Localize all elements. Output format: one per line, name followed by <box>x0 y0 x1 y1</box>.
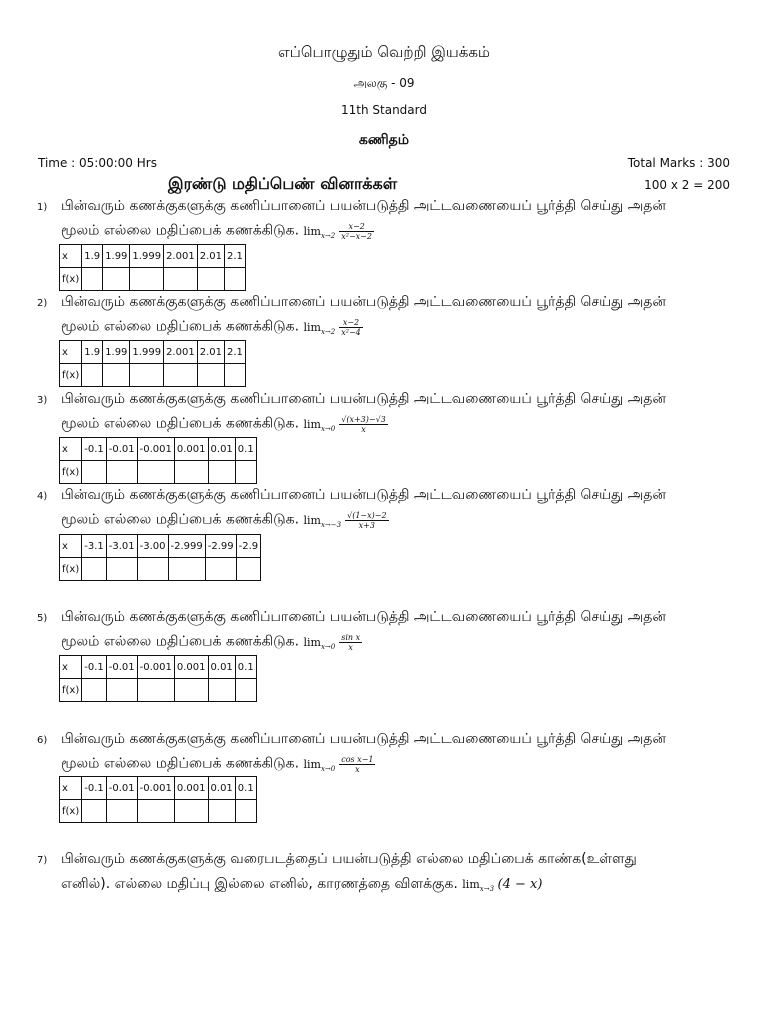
fx-cell <box>82 558 107 581</box>
question-line-2 <box>61 415 388 434</box>
x-cell: 1.999 <box>130 245 164 268</box>
question-line-2 <box>61 633 362 652</box>
table-row-fx <box>60 461 257 484</box>
question-line-1: பின்வரும் கணக்குகளுக்கு கணிப்பானைப் பயன்படுத்தி அட்டவணையைப் பூர்த்தி செய்து அதன் <box>61 731 666 747</box>
fraction-denominator: x <box>348 643 353 652</box>
lim-subscript: x→3 <box>479 885 495 893</box>
lim-operator: lim <box>462 878 480 891</box>
x-cell: -0.001 <box>137 656 174 679</box>
x-cell: -2.99 <box>205 535 236 558</box>
fraction <box>339 633 362 652</box>
limit-expression <box>303 222 373 241</box>
fx-cell <box>174 800 208 823</box>
fx-cell <box>235 461 256 484</box>
lim-subscript: x→0 <box>320 642 336 651</box>
question-number: 6) <box>37 735 48 746</box>
limit-expression <box>303 755 375 774</box>
fx-cell <box>164 268 198 291</box>
fx-cell <box>235 800 256 823</box>
fx-cell <box>130 364 164 387</box>
fx-cell <box>164 364 198 387</box>
question-line-2 <box>61 876 542 894</box>
x-cell: 0.01 <box>208 438 235 461</box>
x-cell: 0.1 <box>235 777 256 800</box>
question-line-2 <box>61 222 374 241</box>
lim-subscript: x→2 <box>320 327 336 336</box>
fx-cell <box>137 800 174 823</box>
fraction-denominator: x²−x−2 <box>341 232 372 241</box>
x-cell: -3.00 <box>137 535 168 558</box>
lim-subscript: x→−3 <box>320 520 342 529</box>
fraction-denominator: x+3 <box>358 521 375 530</box>
question-line-2 <box>61 511 389 530</box>
fx-cell <box>208 800 235 823</box>
question-text: மூலம் எல்லை மதிப்பைக் கணக்கிடுக. <box>61 755 300 772</box>
x-cell: 0.1 <box>235 656 256 679</box>
fx-cell <box>224 364 245 387</box>
fraction-numerator: cos x−1 <box>341 755 374 764</box>
table-row-x <box>60 341 246 364</box>
question-line-2 <box>61 318 363 337</box>
fraction <box>345 511 388 530</box>
unit-label: அலகு - 09 <box>353 76 415 90</box>
fraction-numerator: √(x+3)−√3 <box>341 415 386 424</box>
question-number: 4) <box>37 491 48 502</box>
question-line-1: பின்வரும் கணக்குகளுக்கு கணிப்பானைப் பயன்படுத்தி அட்டவணையைப் பூர்த்தி செய்து அதன் <box>61 294 666 310</box>
time-label: Time : 05:00:00 Hrs <box>38 156 157 170</box>
question-number: 5) <box>37 613 48 624</box>
question-text: மூலம் எல்லை மதிப்பைக் கணக்கிடுக. <box>61 222 300 239</box>
fx-cell <box>130 268 164 291</box>
question-text: மூலம் எல்லை மதிப்பைக் கணக்கிடுக. <box>61 415 300 432</box>
question-line-1: பின்வரும் கணக்குகளுக்கு கணிப்பானைப் பயன்படுத்தி அட்டவணையைப் பூர்த்தி செய்து அதன் <box>61 487 666 503</box>
fx-cell <box>208 461 235 484</box>
row-label: f(x) <box>60 800 82 823</box>
row-label: x <box>60 438 82 461</box>
fx-cell <box>106 679 137 702</box>
fx-cell <box>137 461 174 484</box>
table-row-fx <box>60 558 261 581</box>
value-table <box>59 244 246 291</box>
fraction-denominator: x <box>361 425 366 434</box>
question-text: மூலம் எல்லை மதிப்பைக் கணக்கிடுக. <box>61 511 300 528</box>
row-label: f(x) <box>60 364 82 387</box>
fx-cell <box>224 268 245 291</box>
fx-cell <box>103 268 130 291</box>
x-cell: -0.01 <box>106 656 137 679</box>
x-cell: 2.1 <box>224 245 245 268</box>
table-row-fx <box>60 679 257 702</box>
value-table <box>59 340 246 387</box>
lim-subscript: x→0 <box>320 764 336 773</box>
lim-operator: lim <box>303 224 321 238</box>
lim-subscript: x→0 <box>320 424 336 433</box>
lim-operator: lim <box>303 417 321 431</box>
question-number: 3) <box>37 395 48 406</box>
x-cell: 2.01 <box>197 341 224 364</box>
question-line-1: பின்வரும் கணக்குகளுக்கு கணிப்பானைப் பயன்படுத்தி அட்டவணையைப் பூர்த்தி செய்து அதன் <box>61 198 666 214</box>
fraction-numerator: √(1−x)−2 <box>347 511 387 520</box>
fx-cell <box>168 558 205 581</box>
x-cell: 0.01 <box>208 777 235 800</box>
table-row-x <box>60 245 246 268</box>
x-cell: 2.001 <box>164 341 198 364</box>
row-label: x <box>60 341 82 364</box>
lim-operator: lim <box>303 757 321 771</box>
section-marks: 100 x 2 = 200 <box>644 178 730 192</box>
value-table <box>59 655 257 702</box>
x-cell: -0.001 <box>137 777 174 800</box>
fx-cell <box>235 679 256 702</box>
fx-cell <box>174 461 208 484</box>
x-cell: 2.01 <box>197 245 224 268</box>
row-label: x <box>60 656 82 679</box>
table-row-x <box>60 535 261 558</box>
fraction <box>339 755 375 774</box>
question-number: 1) <box>37 202 48 213</box>
question-number: 2) <box>37 298 48 309</box>
question-text: மூலம் எல்லை மதிப்பைக் கணக்கிடுக. <box>61 633 300 650</box>
organization-name: எப்பொழுதும் வெற்றி இயக்கம் <box>277 43 491 61</box>
lim-operator: lim <box>303 320 321 334</box>
limit-expression <box>462 878 542 891</box>
fraction-numerator: x−2 <box>339 222 374 232</box>
row-label: x <box>60 535 82 558</box>
fx-cell <box>137 679 174 702</box>
value-table <box>59 534 261 581</box>
x-cell: -2.999 <box>168 535 205 558</box>
question-text: எனில்). எல்லை மதிப்பு இல்லை எனில், காரணத்தை விளக்குக. <box>61 876 458 892</box>
x-cell: 1.9 <box>82 341 103 364</box>
total-marks-label: Total Marks : 300 <box>627 156 730 170</box>
x-cell: -0.01 <box>106 777 137 800</box>
fx-cell <box>106 800 137 823</box>
fx-cell <box>208 679 235 702</box>
table-row-x <box>60 777 257 800</box>
fx-cell <box>197 364 224 387</box>
value-table <box>59 437 257 484</box>
x-cell: 0.001 <box>174 438 208 461</box>
x-cell: 0.01 <box>208 656 235 679</box>
section-title: இரண்டு மதிப்பெண் வினாக்கள் <box>168 174 398 193</box>
row-label: f(x) <box>60 461 82 484</box>
x-cell: 1.9 <box>82 245 103 268</box>
table-row-fx <box>60 364 246 387</box>
x-cell: -2.9 <box>236 535 261 558</box>
question-text: மூலம் எல்லை மதிப்பைக் கணக்கிடுக. <box>61 318 300 335</box>
x-cell: 1.99 <box>103 245 130 268</box>
x-cell: 2.1 <box>224 341 245 364</box>
x-cell: -3.1 <box>82 535 107 558</box>
value-table <box>59 776 257 823</box>
x-cell: 1.99 <box>103 341 130 364</box>
x-cell: -0.1 <box>82 777 107 800</box>
subject-title: கணிதம் <box>358 132 410 148</box>
table-row-x <box>60 656 257 679</box>
row-label: f(x) <box>60 679 82 702</box>
lim-operator: lim <box>303 513 321 527</box>
fx-cell <box>205 558 236 581</box>
row-label: x <box>60 245 82 268</box>
question-number: 7) <box>37 855 48 866</box>
fx-cell <box>106 461 137 484</box>
lim-subscript: x→2 <box>320 231 336 240</box>
limit-expression <box>303 318 362 337</box>
x-cell: -0.001 <box>137 438 174 461</box>
x-cell: 0.1 <box>235 438 256 461</box>
fx-cell <box>82 364 103 387</box>
fraction-denominator: x <box>355 765 360 774</box>
x-cell: -0.01 <box>106 438 137 461</box>
fx-cell <box>236 558 261 581</box>
limit-expression <box>303 511 388 530</box>
table-row-fx <box>60 268 246 291</box>
fraction-denominator: x²−4 <box>341 328 361 337</box>
row-label: x <box>60 777 82 800</box>
fraction-numerator: sin x <box>341 633 361 642</box>
fx-cell <box>82 800 107 823</box>
fraction <box>339 318 363 337</box>
fx-cell <box>197 268 224 291</box>
row-label: f(x) <box>60 268 82 291</box>
question-line-2 <box>61 755 375 774</box>
table-row-x <box>60 438 257 461</box>
x-cell: -0.1 <box>82 656 107 679</box>
x-cell: 2.001 <box>164 245 198 268</box>
fx-cell <box>103 364 130 387</box>
question-line-1: பின்வரும் கணக்குகளுக்கு வரைபடத்தைப் பயன்படுத்தி எல்லை மதிப்பைக் காண்க(உள்ளது <box>61 851 637 867</box>
x-cell: 0.001 <box>174 656 208 679</box>
question-line-1: பின்வரும் கணக்குகளுக்கு கணிப்பானைப் பயன்படுத்தி அட்டவணையைப் பூர்த்தி செய்து அதன் <box>61 391 666 407</box>
fx-cell <box>174 679 208 702</box>
fx-cell <box>82 679 107 702</box>
limit-expression <box>303 633 362 652</box>
question-line-1: பின்வரும் கணக்குகளுக்கு கணிப்பானைப் பயன்படுத்தி அட்டவணையைப் பூர்த்தி செய்து அதன் <box>61 609 666 625</box>
table-row-fx <box>60 800 257 823</box>
fraction-numerator: x−2 <box>339 318 363 328</box>
fraction <box>339 222 374 241</box>
standard-label: 11th Standard <box>341 103 427 117</box>
fx-cell <box>137 558 168 581</box>
x-cell: 0.001 <box>174 777 208 800</box>
lim-operator: lim <box>303 635 321 649</box>
fraction <box>339 415 388 434</box>
fx-cell <box>106 558 137 581</box>
x-cell: -3.01 <box>106 535 137 558</box>
row-label: f(x) <box>60 558 82 581</box>
fx-cell <box>82 268 103 291</box>
limit-expression <box>303 415 387 434</box>
fx-cell <box>82 461 107 484</box>
limit-argument: (4 − x) <box>497 877 543 892</box>
x-cell: 1.999 <box>130 341 164 364</box>
x-cell: -0.1 <box>82 438 107 461</box>
